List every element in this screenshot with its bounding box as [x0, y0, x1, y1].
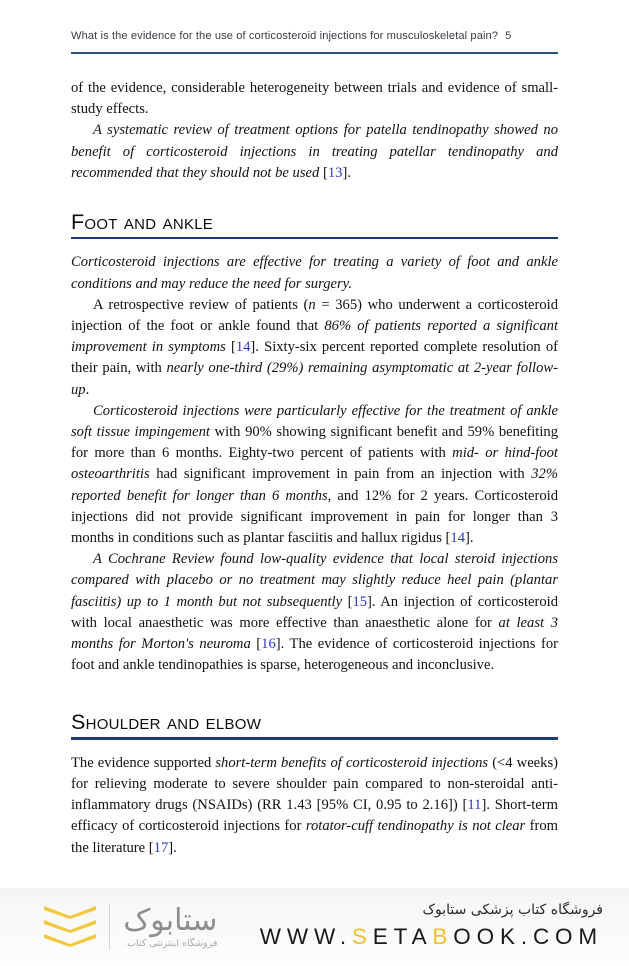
spacer-before-foot-ankle — [71, 184, 558, 210]
foot-ankle-p3-part4: . — [469, 530, 474, 547]
shoulder-p1-italic1: short-term benefits of corticosteroid injections — [215, 754, 489, 771]
foot-ankle-p2-italic2: nearly one-third (29%) remaining asymptomatic at 2-year follow-up — [71, 360, 558, 398]
section-foot-and-ankle — [71, 210, 558, 676]
section-shoulder-and-elbow — [71, 710, 558, 858]
paragraph-continued — [71, 78, 558, 120]
shoulder-p1-part5: . — [173, 839, 177, 856]
foot-ankle-p3-part3: , and 12% for 2 years. Corticosteroid injections did not provide significant improvement in pain for longer than 3 months in conditions such as plantar fasciitis and hallux rigidus — [71, 487, 558, 547]
citation-11[interactable]: 11 — [467, 797, 482, 814]
site-url-suffix: OOK.COM — [453, 924, 603, 949]
citation-14-b[interactable]: 14 — [450, 530, 465, 547]
shoulder-p1-part1: The evidence supported — [71, 754, 216, 771]
paragraph-continued-text: of the evidence, considerable heterogeneity between trials and evidence of small-study effects. — [71, 80, 558, 118]
foot-ankle-p2-part4: . — [85, 381, 90, 398]
foot-ankle-paragraph-3: Corticosteroid injections were particularly effective for the treatment of ankle soft tissue impingement with 90% showing significant benefit and 59% benefiting for more than 6 months. Eighty-two percent of patients with mid- or hind-foot osteoarthritis had significant improvement in pain from an injection with 32% reported benefit for longer than 6 months, and 12% for 2 years. Corticosteroid injections did not provide significant improvement in pain for longer than 3 months in conditions such as plantar fasciitis and hallux rigidus [14]. — [71, 402, 558, 547]
foot-ankle-p2-part2: = 365) who underwent a corticosteroid injection of the foot or ankle found that — [71, 296, 558, 335]
bracket-close: ] — [342, 164, 348, 181]
logo-wordmark — [123, 902, 218, 950]
foot-ankle-p2-part1: A retrospective review of patients ( — [93, 296, 309, 313]
logo-wordmark-main: ستابوک — [123, 902, 218, 938]
site-url-prefix: WWW. — [259, 924, 352, 949]
shoulder-p1-part4: from the literature — [71, 818, 558, 856]
running-head-title: What is the evidence for the use of corticosteroid injections for musculoskeletal pain? — [71, 30, 499, 42]
paragraph-systematic-review — [71, 120, 558, 184]
section-title-foot-and-ankle: Foot and ankle — [71, 210, 214, 235]
period: . — [347, 164, 351, 181]
site-url-s: S — [351, 924, 373, 949]
foot-ankle-p3-italic1: Corticosteroid injections were particularly effective for the treatment of ankle soft tissue impingement — [71, 402, 558, 441]
logo-tagline: فروشگاه اینترنتی کتاب — [127, 937, 218, 949]
shoulder-p1-part3: . Short-term efficacy of corticosteroid injections for — [71, 797, 558, 835]
foot-ankle-p4-italic2: at least 3 months for Morton's neuroma — [71, 614, 558, 653]
bracket-open: [ — [322, 164, 328, 181]
citation-17[interactable]: 17 — [153, 839, 169, 856]
citation-16[interactable]: 16 — [261, 636, 276, 653]
spacer-after-rule-shoulder-elbow — [71, 740, 558, 753]
paragraph-systematic-review-italic: A systematic review of treatment options for patella tendinopathy showed no benefit of corticosteroid injections in treating patellar tendinopathy and recommended that they should not be used — [71, 122, 558, 181]
section-title-shoulder-and-elbow: Shoulder and elbow — [71, 710, 262, 735]
citation-15[interactable]: 15 — [352, 593, 368, 610]
foot-ankle-paragraph-2: A retrospective review of patients (n = 365) who underwent a corticosteroid injection of the foot or ankle found that 86% of patients reported a significant improvement in symptoms [14]. Sixty-six percent reported complete resolution of their pain, with nearly one-third (29%) remaining asymptomatic at 2-year follow-up. — [71, 296, 559, 398]
shoulder-p1-italic2: rotator-cuff tendinopathy is not clear — [305, 818, 526, 835]
shoulder-p1-part2: (<4 weeks) for relieving moderate to severe shoulder pain compared to non-steroidal anti-inflammatory drugs (NSAIDs) (RR 1.43 [95% CI, 0.95 to 2.16]) — [71, 754, 558, 814]
chevron-logo-icon — [44, 904, 96, 950]
running-head — [71, 30, 558, 42]
running-head-rule — [71, 52, 558, 54]
page-number: 5 — [505, 30, 512, 42]
foot-ankle-p4-italic1: A Cochrane Review found low-quality evidence that local steroid injections compared with placebo or no treatment may slightly reduce heel pain (plantar fasciitis) up to 1 month but not subsequently — [71, 551, 558, 610]
spacer-after-rule-foot-ankle — [71, 239, 558, 252]
setabook-logo[interactable] — [44, 896, 217, 958]
math-variable-n: n — [308, 296, 316, 313]
foot-ankle-p3-italic3: 32% reported benefit for longer than 6 months — [71, 466, 558, 504]
foot-ankle-paragraph-4: A Cochrane Review found low-quality evidence that local steroid injections compared with placebo or no treatment may slightly reduce heel pain (plantar fasciitis) up to 1 month but not subsequently [15]. An injection of corticosteroid with local anaesthetic was more effective than anaesthetic alone for at least 3 months for Morton's neuroma [16]. The evidence of corticosteroid injections for foot and ankle tendinopathies is sparse, heterogeneous and inconclusive. — [71, 551, 559, 674]
foot-ankle-paragraph-1 — [71, 252, 558, 294]
foot-ankle-p4-part1: . An injection of corticosteroid with local anaesthetic was more effective than anaesthetic alone for — [71, 593, 559, 631]
foot-ankle-p3-part1: with 90% showing significant benefit and 59% benefiting for more than 6 months. Eighty-two percent of patients with — [71, 424, 558, 462]
foot-ankle-p2-part3: . Sixty-six percent reported complete resolution of their pain, with — [71, 339, 559, 377]
citation-14-a[interactable]: 14 — [235, 339, 251, 356]
page-content — [71, 78, 558, 859]
spacer-before-shoulder-elbow — [71, 676, 558, 710]
foot-ankle-p3-italic2: mid- or hind-foot osteoarthritis — [71, 445, 558, 483]
site-url-eta: ETA — [372, 924, 433, 949]
site-info — [260, 900, 603, 951]
site-url[interactable] — [260, 923, 603, 951]
logo-divider — [109, 904, 110, 950]
foot-ankle-paragraph-1-italic: Corticosteroid injections are effective for treating a variety of foot and ankle conditions and may reduce the need for surgery. — [71, 254, 558, 292]
foot-ankle-p2-italic1: 86% of patients reported a significant improvement in symptoms — [71, 318, 558, 356]
citation-13[interactable]: 13 — [327, 164, 343, 181]
footer-watermark — [0, 888, 629, 966]
foot-ankle-p3-part2: had significant improvement in pain from an injection with — [149, 466, 532, 483]
site-tagline-fa: فروشگاه کتاب پزشکی ستابوک — [422, 902, 603, 918]
site-url-b: B — [432, 924, 454, 949]
shoulder-elbow-paragraph-1: The evidence supported short-term benefits of corticosteroid injections (<4 weeks) for relieving moderate to severe shoulder pain compared to non-steroidal anti-inflammatory drugs (NSAIDs) (RR 1.43 [95% CI, 0.95 to 2.16]) [11]. Short-term efficacy of corticosteroid injections for rotator-cuff tendinopathy is not clear from the literature [17]. — [71, 754, 558, 856]
foot-ankle-p4-part2: . The evidence of corticosteroid injections for foot and ankle tendinopathies is sparse, heterogeneous and inconclusive. — [71, 636, 558, 674]
